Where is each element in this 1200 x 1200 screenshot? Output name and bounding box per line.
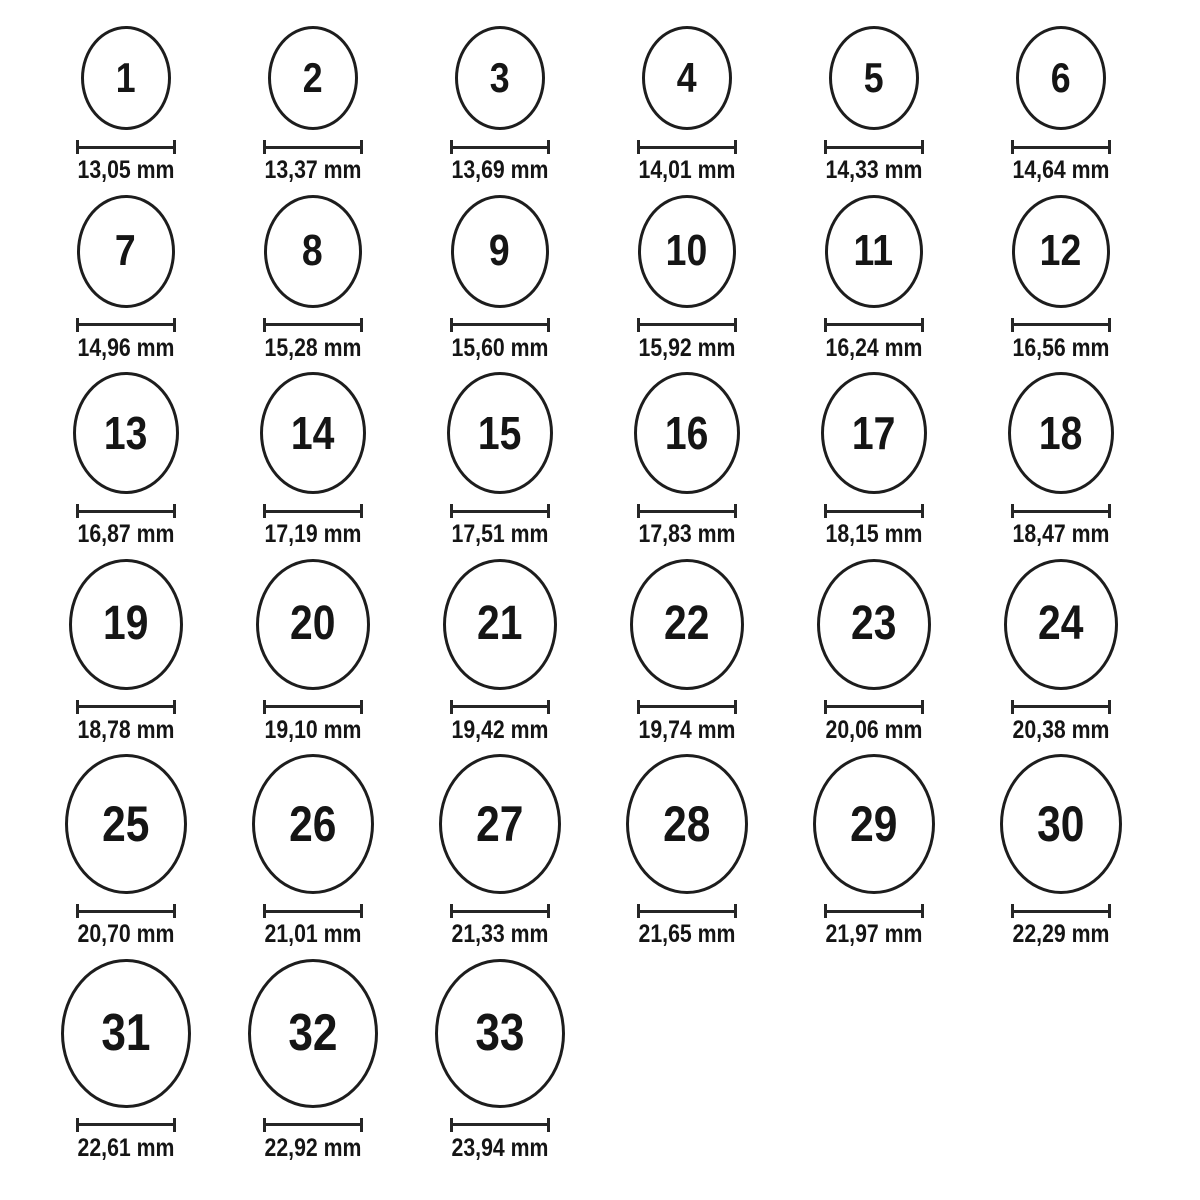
- diameter-measure-line: [1011, 700, 1111, 714]
- ring-size-number: 11: [853, 226, 894, 275]
- measure-bar: [76, 1123, 176, 1126]
- ring-size-cell: [593, 195, 780, 363]
- measure-bar: [263, 146, 363, 149]
- measure-bar: [637, 146, 737, 149]
- ring-circle: [439, 754, 561, 894]
- ring-circle: [268, 26, 358, 130]
- ring-size-number: 18: [1038, 407, 1083, 459]
- measure-bar: [1011, 910, 1111, 913]
- ring-size-cell: [593, 754, 780, 949]
- ring-circle: [817, 559, 931, 690]
- measure-bar: [637, 510, 737, 513]
- measure-bar: [263, 910, 363, 913]
- diameter-measure-line: [76, 700, 176, 714]
- ring-circle: [256, 559, 370, 690]
- diameter-measure-line: [450, 504, 550, 518]
- ring-circle: [626, 754, 748, 894]
- ring-circle: [630, 559, 744, 690]
- ring-circle: [65, 754, 187, 894]
- diameter-measure-line: [76, 904, 176, 918]
- ring-circle: [1000, 754, 1122, 894]
- measure-bar: [1011, 146, 1111, 149]
- ring-size-number: 17: [851, 407, 896, 459]
- measure-bar: [450, 146, 550, 149]
- ring-size-number: 24: [1037, 597, 1084, 650]
- ring-diameter-label: 22,61 mm: [77, 1133, 174, 1162]
- ring-size-cell: [967, 559, 1154, 745]
- ring-circle: [829, 26, 919, 130]
- ring-size-number: 19: [102, 597, 149, 650]
- diameter-measure-line: [824, 318, 924, 332]
- diameter-measure-line: [450, 140, 550, 154]
- diameter-measure-line: [824, 504, 924, 518]
- ring-diameter-label: 14,96 mm: [77, 333, 174, 362]
- diameter-measure-line: [450, 1118, 550, 1132]
- diameter-measure-line: [637, 700, 737, 714]
- diameter-measure-line: [263, 318, 363, 332]
- diameter-measure-line: [1011, 140, 1111, 154]
- diameter-measure-line: [263, 1118, 363, 1132]
- measure-bar: [450, 705, 550, 708]
- ring-size-cell: [406, 959, 593, 1163]
- ring-diameter-label: 16,24 mm: [825, 333, 922, 362]
- ring-size-cell: [219, 559, 406, 745]
- ring-circle: [69, 559, 183, 690]
- diameter-measure-line: [1011, 904, 1111, 918]
- measure-bar: [824, 510, 924, 513]
- ring-diameter-label: 16,56 mm: [1012, 333, 1109, 362]
- ring-diameter-label: 22,29 mm: [1012, 920, 1109, 948]
- ring-size-number: 14: [290, 407, 335, 459]
- measure-bar: [637, 323, 737, 326]
- ring-circle: [642, 26, 732, 130]
- ring-diameter-label: 16,87 mm: [77, 520, 174, 548]
- ring-size-cell: [32, 754, 219, 949]
- ring-size-number: 20: [289, 597, 336, 650]
- diameter-measure-line: [263, 904, 363, 918]
- ring-size-number: 30: [1036, 796, 1085, 852]
- ring-circle: [825, 195, 923, 308]
- ring-circle: [813, 754, 935, 894]
- measure-bar: [263, 1123, 363, 1126]
- ring-size-cell: [219, 754, 406, 949]
- ring-diameter-label: 19,42 mm: [451, 715, 548, 744]
- ring-diameter-label: 13,05 mm: [77, 156, 174, 184]
- ring-circle: [77, 195, 175, 308]
- ring-circle: [634, 372, 740, 494]
- ring-circle: [61, 959, 191, 1108]
- ring-diameter-label: 15,92 mm: [638, 333, 735, 362]
- measure-bar: [76, 323, 176, 326]
- ring-diameter-label: 14,33 mm: [825, 156, 922, 184]
- diameter-measure-line: [263, 504, 363, 518]
- ring-size-cell: [32, 26, 219, 185]
- ring-size-number: 23: [850, 597, 897, 650]
- ring-size-number: 13: [103, 407, 148, 459]
- ring-size-number: 5: [863, 54, 884, 101]
- ring-circle: [821, 372, 927, 494]
- ring-size-number: 6: [1050, 54, 1071, 101]
- diameter-measure-line: [637, 504, 737, 518]
- measure-bar: [824, 705, 924, 708]
- ring-circle: [81, 26, 171, 130]
- ring-size-cell: [219, 959, 406, 1163]
- ring-size-cell: [967, 372, 1154, 549]
- measure-bar: [824, 146, 924, 149]
- measure-bar: [637, 705, 737, 708]
- diameter-measure-line: [76, 504, 176, 518]
- ring-size-number: 1: [115, 54, 136, 101]
- ring-diameter-label: 19,74 mm: [638, 715, 735, 744]
- ring-circle: [252, 754, 374, 894]
- ring-diameter-label: 17,51 mm: [451, 520, 548, 548]
- ring-diameter-label: 17,83 mm: [638, 520, 735, 548]
- ring-diameter-label: 21,65 mm: [638, 920, 735, 948]
- diameter-measure-line: [637, 140, 737, 154]
- ring-circle: [1012, 195, 1110, 308]
- measure-bar: [824, 910, 924, 913]
- measure-bar: [450, 323, 550, 326]
- ring-size-number: 9: [489, 226, 510, 275]
- diameter-measure-line: [263, 140, 363, 154]
- measure-bar: [450, 510, 550, 513]
- ring-size-number: 16: [664, 407, 709, 459]
- ring-circle: [447, 372, 553, 494]
- ring-diameter-label: 21,33 mm: [451, 920, 548, 948]
- ring-size-cell: [406, 372, 593, 549]
- ring-diameter-label: 19,10 mm: [264, 715, 361, 744]
- ring-size-cell: [780, 754, 967, 949]
- diameter-measure-line: [450, 700, 550, 714]
- ring-size-cell: [32, 372, 219, 549]
- ring-size-cell: [780, 195, 967, 363]
- ring-diameter-label: 13,37 mm: [264, 156, 361, 184]
- ring-circle: [435, 959, 565, 1108]
- ring-diameter-label: 20,70 mm: [77, 920, 174, 948]
- ring-size-number: 31: [100, 1004, 151, 1062]
- measure-bar: [263, 323, 363, 326]
- ring-size-number: 26: [288, 796, 337, 852]
- ring-size-cell: [32, 559, 219, 745]
- ring-circle: [73, 372, 179, 494]
- measure-bar: [263, 705, 363, 708]
- ring-circle: [455, 26, 545, 130]
- measure-bar: [450, 1123, 550, 1126]
- diameter-measure-line: [263, 700, 363, 714]
- ring-circle: [1016, 26, 1106, 130]
- ring-size-cell: [967, 754, 1154, 949]
- ring-diameter-label: 21,97 mm: [825, 920, 922, 948]
- ring-circle: [1004, 559, 1118, 690]
- ring-size-cell: [780, 26, 967, 185]
- measure-bar: [76, 510, 176, 513]
- ring-size-cell: [967, 195, 1154, 363]
- ring-size-cell: [32, 959, 219, 1163]
- ring-size-cell: [406, 559, 593, 745]
- ring-size-number: 3: [489, 54, 510, 101]
- ring-size-cell: [967, 26, 1154, 185]
- ring-size-number: 29: [849, 796, 898, 852]
- measure-bar: [824, 323, 924, 326]
- ring-diameter-label: 20,38 mm: [1012, 715, 1109, 744]
- ring-size-number: 12: [1039, 226, 1082, 275]
- ring-circle: [638, 195, 736, 308]
- ring-size-cell: [219, 195, 406, 363]
- measure-bar: [1011, 323, 1111, 326]
- ring-size-number: 27: [475, 796, 524, 852]
- diameter-measure-line: [1011, 318, 1111, 332]
- ring-circle: [248, 959, 378, 1108]
- ring-size-cell: [32, 195, 219, 363]
- measure-bar: [637, 910, 737, 913]
- ring-size-number: 4: [676, 54, 697, 101]
- diameter-measure-line: [76, 1118, 176, 1132]
- ring-size-number: 15: [477, 407, 522, 459]
- diameter-measure-line: [637, 904, 737, 918]
- ring-size-number: 2: [302, 54, 323, 101]
- ring-size-cell: [406, 754, 593, 949]
- ring-size-number: 33: [474, 1004, 525, 1062]
- diameter-measure-line: [450, 318, 550, 332]
- diameter-measure-line: [450, 904, 550, 918]
- ring-diameter-label: 22,92 mm: [264, 1133, 361, 1162]
- diameter-measure-line: [824, 140, 924, 154]
- ring-size-number: 25: [101, 796, 150, 852]
- ring-size-cell: [780, 559, 967, 745]
- ring-size-number: 8: [302, 226, 323, 275]
- ring-diameter-label: 18,15 mm: [825, 520, 922, 548]
- measure-bar: [1011, 705, 1111, 708]
- measure-bar: [1011, 510, 1111, 513]
- diameter-measure-line: [76, 140, 176, 154]
- ring-size-cell: [406, 26, 593, 185]
- ring-size-cell: [593, 559, 780, 745]
- diameter-measure-line: [76, 318, 176, 332]
- measure-bar: [76, 910, 176, 913]
- ring-diameter-label: 23,94 mm: [451, 1133, 548, 1162]
- ring-size-number: 21: [476, 597, 523, 650]
- ring-size-number: 28: [662, 796, 711, 852]
- ring-size-cell: [593, 372, 780, 549]
- ring-diameter-label: 14,64 mm: [1012, 156, 1109, 184]
- ring-diameter-label: 14,01 mm: [638, 156, 735, 184]
- measure-bar: [76, 705, 176, 708]
- ring-circle: [1008, 372, 1114, 494]
- ring-size-cell: [406, 195, 593, 363]
- ring-circle: [451, 195, 549, 308]
- diameter-measure-line: [637, 318, 737, 332]
- ring-size-number: 7: [115, 226, 136, 275]
- ring-circle: [260, 372, 366, 494]
- ring-size-cell: [219, 372, 406, 549]
- ring-circle: [443, 559, 557, 690]
- ring-diameter-label: 15,28 mm: [264, 333, 361, 362]
- diameter-measure-line: [824, 904, 924, 918]
- ring-diameter-label: 15,60 mm: [451, 333, 548, 362]
- ring-diameter-label: 18,78 mm: [77, 715, 174, 744]
- ring-diameter-label: 17,19 mm: [264, 520, 361, 548]
- ring-size-number: 10: [665, 226, 708, 275]
- ring-size-number: 22: [663, 597, 710, 650]
- ring-size-cell: [219, 26, 406, 185]
- ring-circle: [264, 195, 362, 308]
- measure-bar: [263, 510, 363, 513]
- ring-diameter-label: 21,01 mm: [264, 920, 361, 948]
- ring-diameter-label: 20,06 mm: [825, 715, 922, 744]
- diameter-measure-line: [824, 700, 924, 714]
- ring-size-cell: [593, 26, 780, 185]
- measure-bar: [76, 146, 176, 149]
- ring-diameter-label: 18,47 mm: [1012, 520, 1109, 548]
- ring-size-cell: [780, 372, 967, 549]
- measure-bar: [450, 910, 550, 913]
- ring-size-number: 32: [287, 1004, 338, 1062]
- diameter-measure-line: [1011, 504, 1111, 518]
- ring-diameter-label: 13,69 mm: [451, 156, 548, 184]
